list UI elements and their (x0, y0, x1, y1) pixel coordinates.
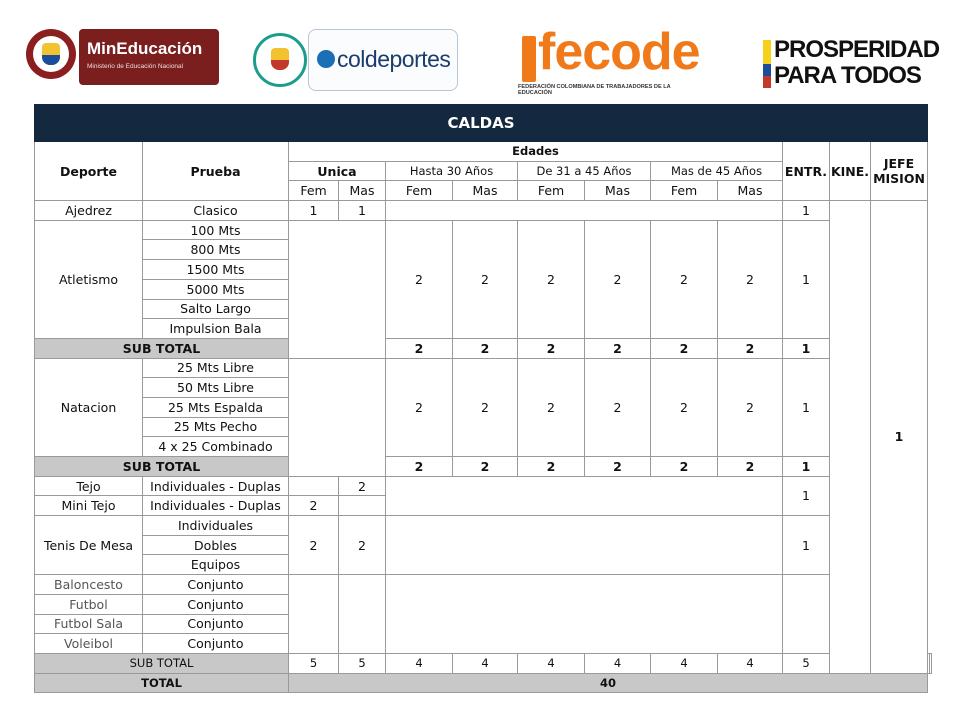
deporte-cell: Ajedrez (35, 201, 143, 221)
header-fem: Fem (289, 181, 339, 201)
entr-cell: 1 (783, 220, 830, 338)
header-jefe-mision (871, 142, 928, 201)
value-cell: 2 (289, 496, 339, 516)
table-row (35, 476, 932, 496)
mineducacion-logo (26, 27, 219, 87)
total-row (35, 673, 932, 693)
empty-cell (289, 220, 386, 358)
subtotal-value: 2 (718, 338, 783, 358)
table-row (35, 201, 932, 221)
header-unica: Unica (289, 161, 386, 181)
total-value: 40 (289, 673, 928, 693)
prueba-cell: 5000 Mts (143, 279, 289, 299)
total-label: TOTAL (35, 673, 289, 693)
header-mas: Mas (718, 181, 783, 201)
header-jefe-line2: MISION (873, 171, 925, 187)
empty-cell (339, 496, 386, 516)
empty-cell (289, 476, 339, 496)
value-cell: 2 (718, 220, 783, 338)
deporte-cell: Natacion (35, 358, 143, 456)
subtotal-value: 2 (518, 338, 585, 358)
header-mas45: Mas de 45 Años (651, 161, 783, 181)
header-fem: Fem (386, 181, 453, 201)
header-mas: Mas (339, 181, 386, 201)
colombia-seal-icon (253, 33, 307, 87)
prueba-cell: 50 Mts Libre (143, 378, 289, 398)
entr-cell: 1 (783, 476, 830, 515)
entr-cell: 1 (783, 201, 830, 221)
deporte-cell: Tenis De Mesa (35, 516, 143, 575)
deporte-cell: Baloncesto (35, 575, 143, 595)
subtotal-jefe (930, 653, 932, 673)
subtotal-value: 4 (518, 653, 585, 673)
empty-cell (289, 358, 386, 476)
subtotal-value: 2 (518, 457, 585, 477)
empty-cell (339, 575, 386, 654)
coldeportes-logo (253, 29, 458, 91)
prueba-cell: Salto Largo (143, 299, 289, 319)
prueba-cell: 4 x 25 Combinado (143, 437, 289, 457)
subtotal-value: 4 (386, 653, 453, 673)
prueba-cell: Equipos (143, 555, 289, 575)
prueba-cell: 1500 Mts (143, 260, 289, 280)
subtotal-value: 5 (289, 653, 339, 673)
prueba-cell: 25 Mts Libre (143, 358, 289, 378)
header-deporte: Deporte (35, 142, 143, 201)
subtotal-label: SUB TOTAL (35, 653, 289, 673)
prueba-cell: 25 Mts Espalda (143, 397, 289, 417)
table-title: CALDAS (35, 105, 928, 142)
value-cell: 2 (651, 358, 718, 456)
deporte-cell: Futbol (35, 594, 143, 614)
subtotal-entr: 5 (783, 653, 830, 673)
prueba-cell: 100 Mts (143, 220, 289, 240)
header-kine: KINE. (830, 142, 871, 201)
value-cell: 2 (453, 220, 518, 338)
empty-cell (386, 516, 783, 575)
value-cell: 1 (339, 201, 386, 221)
subtotal-value: 2 (386, 457, 453, 477)
subtotal-entr: 1 (783, 338, 830, 358)
entr-cell: 1 (783, 516, 830, 575)
value-cell: 1 (289, 201, 339, 221)
fecode-subtitle: FEDERACIÓN COLOMBIANA DE TRABAJADORES DE LA EDUCACIÓN (518, 84, 671, 96)
header-de31a45: De 31 a 45 Años (518, 161, 651, 181)
value-cell: 2 (339, 516, 386, 575)
value-cell: 2 (453, 358, 518, 456)
coldeportes-name: coldeportes (337, 46, 451, 72)
jefe-mision-cell: 1 (871, 201, 928, 674)
header-jefe-line1: JEFE (883, 156, 915, 172)
mineducacion-subtitle: Ministerio de Educación Nacional (87, 63, 184, 70)
table-row (35, 575, 932, 595)
subtotal-value: 5 (339, 653, 386, 673)
subtotal-value: 2 (651, 457, 718, 477)
subtotal-value: 2 (386, 338, 453, 358)
runner-icon (317, 50, 335, 68)
header-edades: Edades (289, 142, 783, 162)
mineducacion-box (79, 29, 219, 85)
prueba-cell: 800 Mts (143, 240, 289, 260)
prueba-cell: Impulsion Bala (143, 319, 289, 339)
prueba-cell: 25 Mts Pecho (143, 417, 289, 437)
prueba-cell: Dobles (143, 535, 289, 555)
header-hasta30: Hasta 30 Años (386, 161, 518, 181)
subtotal-value: 4 (453, 653, 518, 673)
deporte-cell: Voleibol (35, 634, 143, 654)
empty-cell (289, 575, 339, 654)
subtotal-label: SUB TOTAL (35, 338, 289, 358)
subtotal-row (35, 338, 932, 358)
table-row (35, 220, 932, 240)
prueba-cell: Individuales - Duplas (143, 496, 289, 516)
prueba-cell: Individuales (143, 516, 289, 536)
value-cell: 2 (718, 358, 783, 456)
deporte-cell: Mini Tejo (35, 496, 143, 516)
subtotal-value: 2 (453, 338, 518, 358)
empty-cell (386, 476, 783, 515)
coldeportes-box (308, 29, 458, 91)
prueba-cell: Clasico (143, 201, 289, 221)
header-fem: Fem (518, 181, 585, 201)
value-cell: 2 (386, 358, 453, 456)
fecode-logo (518, 23, 700, 96)
header-fem: Fem (651, 181, 718, 201)
delegation-table (34, 104, 932, 693)
subtotal-row (35, 457, 932, 477)
value-cell: 2 (518, 358, 585, 456)
value-cell: 2 (289, 516, 339, 575)
entr-cell (783, 575, 830, 654)
subtotal-value: 4 (585, 653, 651, 673)
header-mas: Mas (453, 181, 518, 201)
prueba-cell: Conjunto (143, 575, 289, 595)
header-mas: Mas (585, 181, 651, 201)
subtotal-value: 2 (585, 338, 651, 358)
prueba-cell: Conjunto (143, 614, 289, 634)
subtotal-value: 2 (651, 338, 718, 358)
header-prueba: Prueba (143, 142, 289, 201)
subtotal-entr: 1 (783, 457, 830, 477)
entr-cell: 1 (783, 358, 830, 456)
subtotal-value: 2 (718, 457, 783, 477)
colombia-flag-icon (763, 40, 771, 88)
fecode-name: fecode (538, 23, 700, 81)
kine-cell (830, 201, 871, 674)
prosperidad-line2: PARA TODOS (774, 62, 921, 89)
deporte-cell: Atletismo (35, 220, 143, 338)
colombia-seal-icon (26, 29, 76, 79)
mineducacion-name: MinEducación (87, 39, 203, 58)
prueba-cell: Conjunto (143, 594, 289, 614)
subtotal-label: SUB TOTAL (35, 457, 289, 477)
value-cell: 2 (585, 358, 651, 456)
empty-cell (386, 201, 783, 221)
subtotal-value: 4 (651, 653, 718, 673)
prueba-cell: Individuales - Duplas (143, 476, 289, 496)
value-cell: 2 (651, 220, 718, 338)
deporte-cell: Tejo (35, 476, 143, 496)
value-cell: 2 (585, 220, 651, 338)
prosperidad-line1: PROSPERIDAD (774, 36, 940, 63)
prueba-cell: Conjunto (143, 634, 289, 654)
table-row (35, 358, 932, 378)
fecode-pencil-icon (522, 36, 536, 82)
subtotal-final-row (35, 653, 932, 673)
value-cell: 2 (339, 476, 386, 496)
subtotal-value: 2 (585, 457, 651, 477)
table-row (35, 516, 932, 536)
value-cell: 2 (518, 220, 585, 338)
value-cell: 2 (386, 220, 453, 338)
prosperidad-logo (763, 36, 939, 92)
deporte-cell: Futbol Sala (35, 614, 143, 634)
subtotal-value: 2 (453, 457, 518, 477)
empty-cell (386, 575, 783, 654)
header-entr: ENTR. (783, 142, 830, 201)
subtotal-value: 4 (718, 653, 783, 673)
